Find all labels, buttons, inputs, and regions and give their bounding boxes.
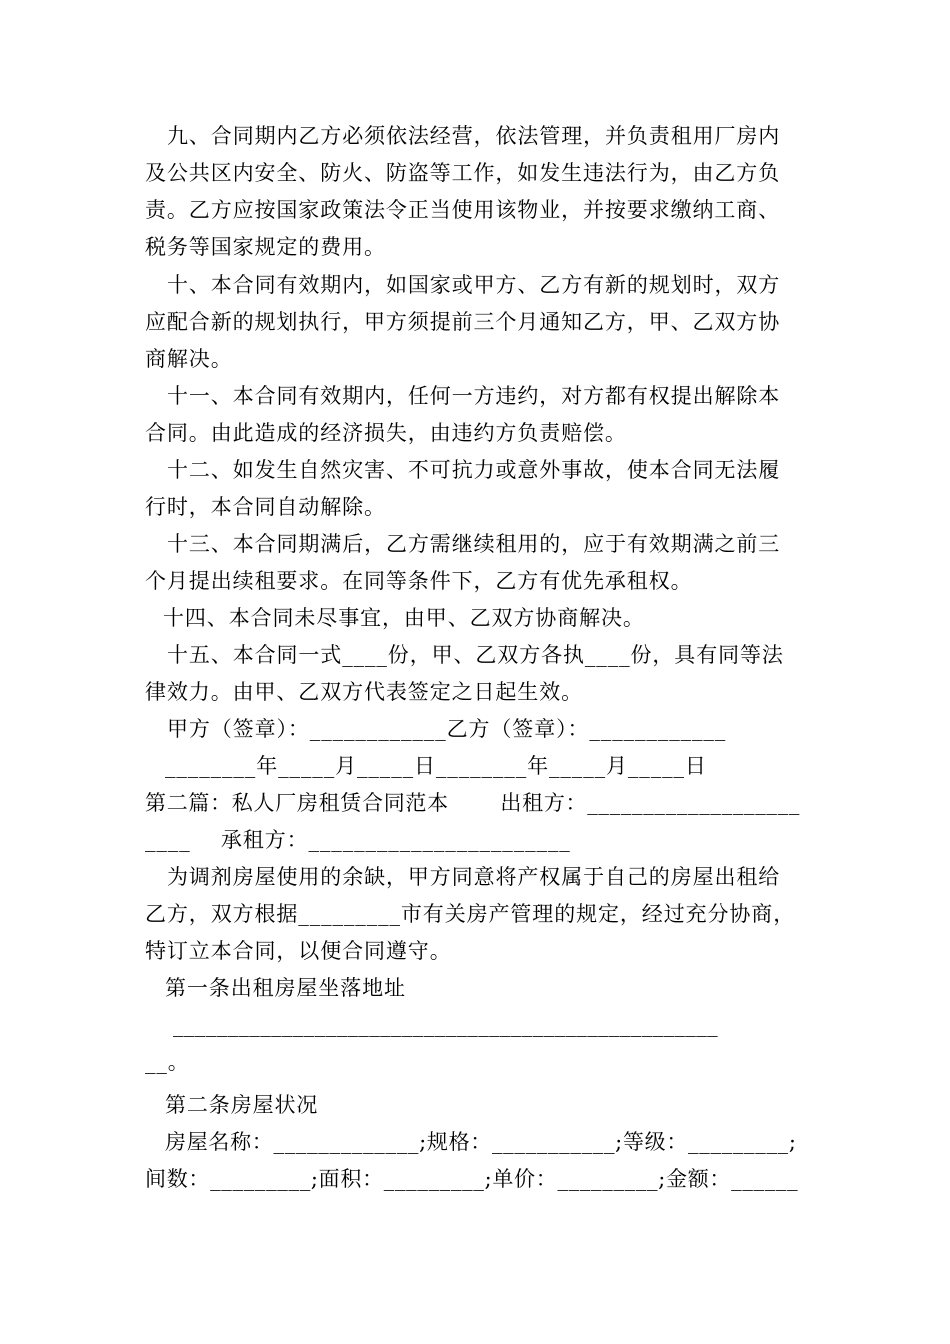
text-line: 十、本合同有效期内，如国家或甲方、乙方有新的规划时，双方 [167,273,781,297]
text-line: 及公共区内安全、防火、防盗等工作，如发生违法行为，由乙方负 [145,161,781,185]
text-line: 十二、如发生自然灾害、不可抗力或意外事故，使本合同无法履 [167,458,781,482]
text-line: __。 [145,1050,190,1074]
property-fields-line: 房屋名称：_____________;规格：___________;等级：_________; [165,1130,797,1154]
section-title-line: 第二篇：私人厂房租赁合同范本 出租方：___________________ [145,791,801,815]
property-fields-line: 间数：_________;面积：_________;单价：_________;金额：______ [145,1167,799,1191]
text-line: 十三、本合同期满后，乙方需继续租用的，应于有效期满之前三 [167,532,781,556]
clause-heading: 第二条房屋状况 [165,1093,319,1117]
text-line: 十四、本合同未尽事宜，由甲、乙双方协商解决。 [163,606,645,630]
text-line: 十五、本合同一式____份，甲、乙双方各执____份，具有同等法 [167,643,784,667]
text-line: 税务等国家规定的费用。 [145,235,386,259]
signature-line: 甲方（签章）：____________乙方（签章）：____________ [167,717,727,741]
address-blank-line: __________________________________________________ [173,1013,718,1037]
text-line: 商解决。 [145,347,233,371]
text-line: 合同。由此造成的经济损失，由违约方负责赔偿。 [145,421,627,445]
text-line: 个月提出续租要求。在同等条件下，乙方有优先承租权。 [145,569,693,593]
text-line: 行时，本合同自动解除。 [145,495,386,519]
text-line: 乙方，双方根据_________市有关房产管理的规定，经过充分协商， [145,902,796,926]
clause-heading: 第一条出租房屋坐落地址 [165,976,406,1000]
text-line: 十一、本合同有效期内，任何一方违约，对方都有权提出解除本 [167,384,781,408]
text-line: ____ 承租方：_______________________ [145,828,571,852]
text-line: 九、合同期内乙方必须依法经营，依法管理，并负责租用厂房内 [167,124,781,148]
text-line: 律效力。由甲、乙双方代表签定之日起生效。 [145,680,583,704]
date-line: ________年_____月_____日________年_____月_____日 [165,754,707,778]
text-line: 应配合新的规划执行，甲方须提前三个月通知乙方，甲、乙双方协 [145,310,781,334]
text-line: 责。乙方应按国家政策法令正当使用该物业，并按要求缴纳工商、 [145,198,781,222]
text-line: 特订立本合同，以便合同遵守。 [145,939,452,963]
text-line: 为调剂房屋使用的余缺，甲方同意将产权属于自己的房屋出租给 [167,865,781,889]
